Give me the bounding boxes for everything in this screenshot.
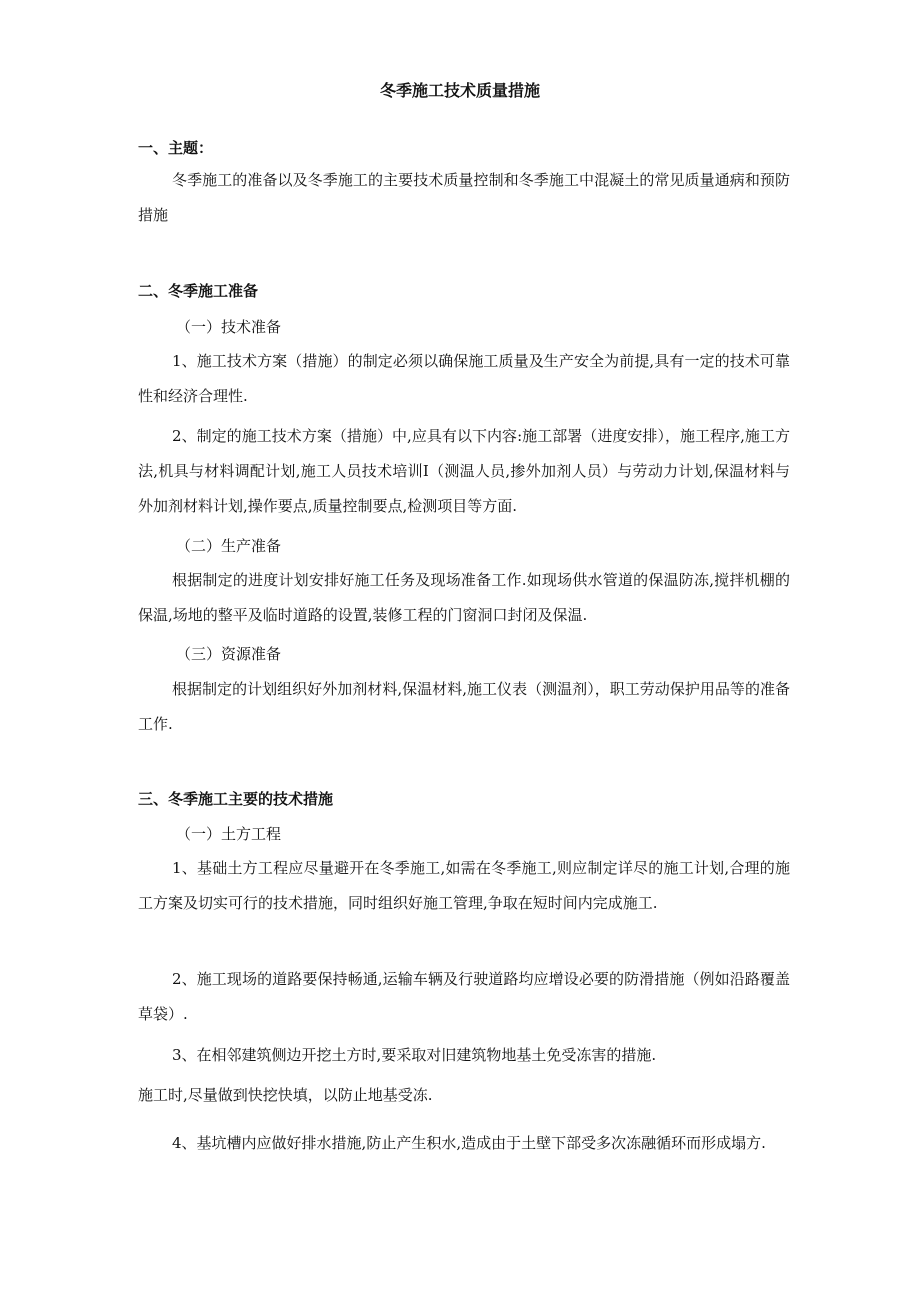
- paragraph-tech-plan-content: 2、制定的施工技术方案（措施）中,应具有以下内容:施工部署（进度安排），施工程序,施工方法,机具与材料调配计划,施工人员技术培训Ⅰ（测温人员,掺外加剂人员）与劳动力计划,保温材料与外加剂材料计划,操作要点,质量控制要点,检测项目等方面.: [138, 427, 790, 515]
- paragraph-topic: 冬季施工的准备以及冬季施工的主要技术质量控制和冬季施工中混凝土的常见质量通病和预防措施: [138, 171, 790, 224]
- paragraph-earthwork-3-continued: 施工时,尽量做到快挖快填，以防止地基受冻.: [138, 1086, 433, 1104]
- paragraph-earthwork-1: 1、基础土方工程应尽量避开在冬季施工,如需在冬季施工,则应制定详尽的施工计划,合理的施工方案及切实可行的技术措施，同时组织好施工管理,争取在短时间内完成施工.: [138, 859, 790, 912]
- subheading-resource-preparation: （三）资源准备: [176, 645, 282, 663]
- document-title: 冬季施工技术质量措施: [379, 81, 540, 100]
- paragraph-earthwork-4: 4、基坑槽内应做好排水措施,防止产生积水,造成由于土壁下部受多次冻融循环而形成塌方.: [172, 1134, 766, 1152]
- paragraph-earthwork-3: 3、在相邻建筑侧边开挖土方时,要采取对旧建筑物地基土免受冻害的措施.: [172, 1046, 657, 1064]
- paragraph-production: 根据制定的进度计划安排好施工任务及现场准备工作.如现场供水管道的保温防冻,搅拌机棚的保温,场地的整平及临时道路的设置,装修工程的门窗洞口封闭及保温.: [138, 571, 790, 624]
- subheading-earthwork: （一）土方工程: [176, 825, 282, 843]
- subheading-technical-preparation: （一）技术准备: [176, 318, 282, 336]
- subheading-production-preparation: （二）生产准备: [176, 537, 282, 555]
- section-heading-preparation: 二、冬季施工准备: [138, 282, 259, 300]
- section-heading-topic: 一、主题：: [138, 139, 214, 157]
- paragraph-resources: 根据制定的计划组织好外加剂材料,保温材料,施工仪表（测温剂），职工劳动保护用品等的准备工作.: [138, 680, 790, 733]
- paragraph-tech-plan: 1、施工技术方案（措施）的制定必须以确保施工质量及生产安全为前提,具有一定的技术可靠性和经济合理性.: [138, 352, 790, 405]
- section-heading-measures: 三、冬季施工主要的技术措施: [138, 790, 334, 808]
- paragraph-earthwork-2: 2、施工现场的道路要保持畅通,运输车辆及行驶道路均应增设必要的防滑措施（例如沿路覆盖草袋）.: [138, 970, 790, 1023]
